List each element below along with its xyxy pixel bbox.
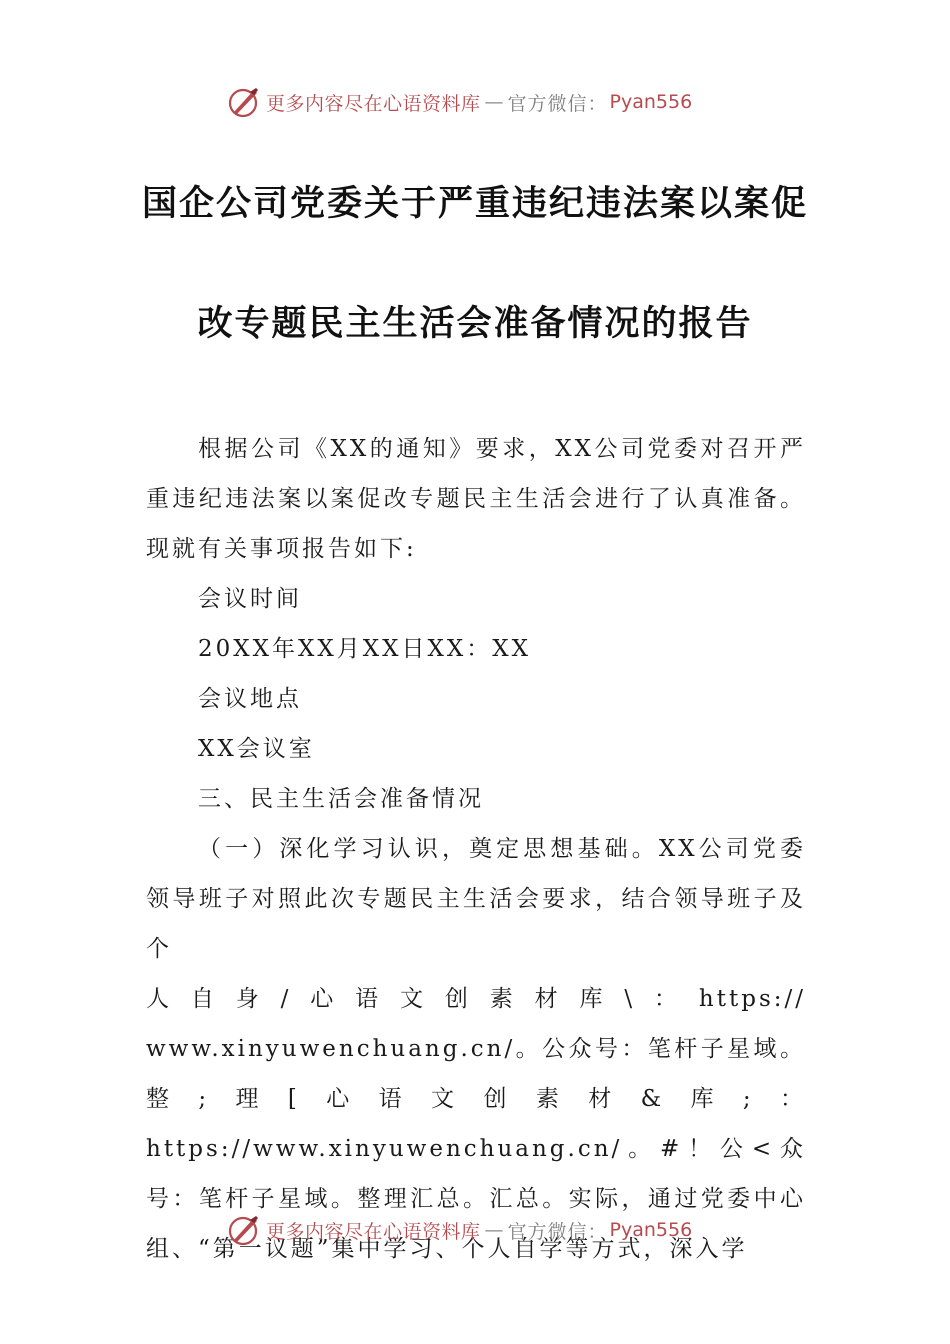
banner-text: 更多内容尽在心语资料库	[266, 1220, 481, 1243]
document-body	[146, 424, 806, 1274]
banner-separator: —	[484, 91, 504, 113]
banner-wechat-id: Pyan556	[609, 91, 693, 113]
section-3-heading: 三、民主生活会准备情况	[198, 786, 484, 812]
meeting-time-value: 20XX年XX月XX日XX：XX	[198, 636, 532, 662]
document-title-line-2: 改专题民主生活会准备情况的报告	[197, 304, 753, 344]
pen-circle-logo-icon	[226, 1212, 262, 1248]
paragraph-1-spread-line: 人自身/心语文创素材库\：https://	[146, 986, 806, 1012]
banner-separator: —	[484, 1219, 504, 1241]
document-title-line-1: 国企公司党委关于严重违纪违法案以案促	[141, 184, 808, 224]
banner-text: 更多内容尽在心语资料库	[266, 92, 481, 115]
banner-official-label: 官方微信：	[507, 1220, 608, 1243]
banner-wechat-id: Pyan556	[609, 1219, 693, 1241]
meeting-time-label: 会议时间	[198, 586, 302, 612]
pen-circle-logo-icon	[226, 84, 262, 120]
meeting-place-value: XX会议室	[198, 736, 315, 762]
footer-banner	[226, 1210, 692, 1250]
paragraph-1-part-a: （一）深化学习认识，奠定思想基础。XX公司党委领导班子对照此次专题民主生活会要求，结合领导班子及个	[146, 836, 806, 962]
intro-paragraph: 根据公司《XX的通知》要求，XX公司党委对召开严重违纪违法案以案促改专题民主生活会进行了认真准备。现就有关事项报告如下:	[146, 436, 806, 562]
banner-official-label: 官方微信：	[507, 92, 608, 115]
paragraph-1-part-b: www.xinyuwenchuang.cn/。公众号：笔杆子星域。整;理[心语文创素材&库;：https://www.xinyuwenchuang.cn/。#！公<众号：笔杆子星域。整理汇总。汇总。实际，通过党委中心组、“第一议题”集中学习、个人自学等方式，深入学	[146, 1036, 806, 1262]
meeting-place-label: 会议地点	[198, 686, 302, 712]
header-banner	[226, 82, 692, 122]
